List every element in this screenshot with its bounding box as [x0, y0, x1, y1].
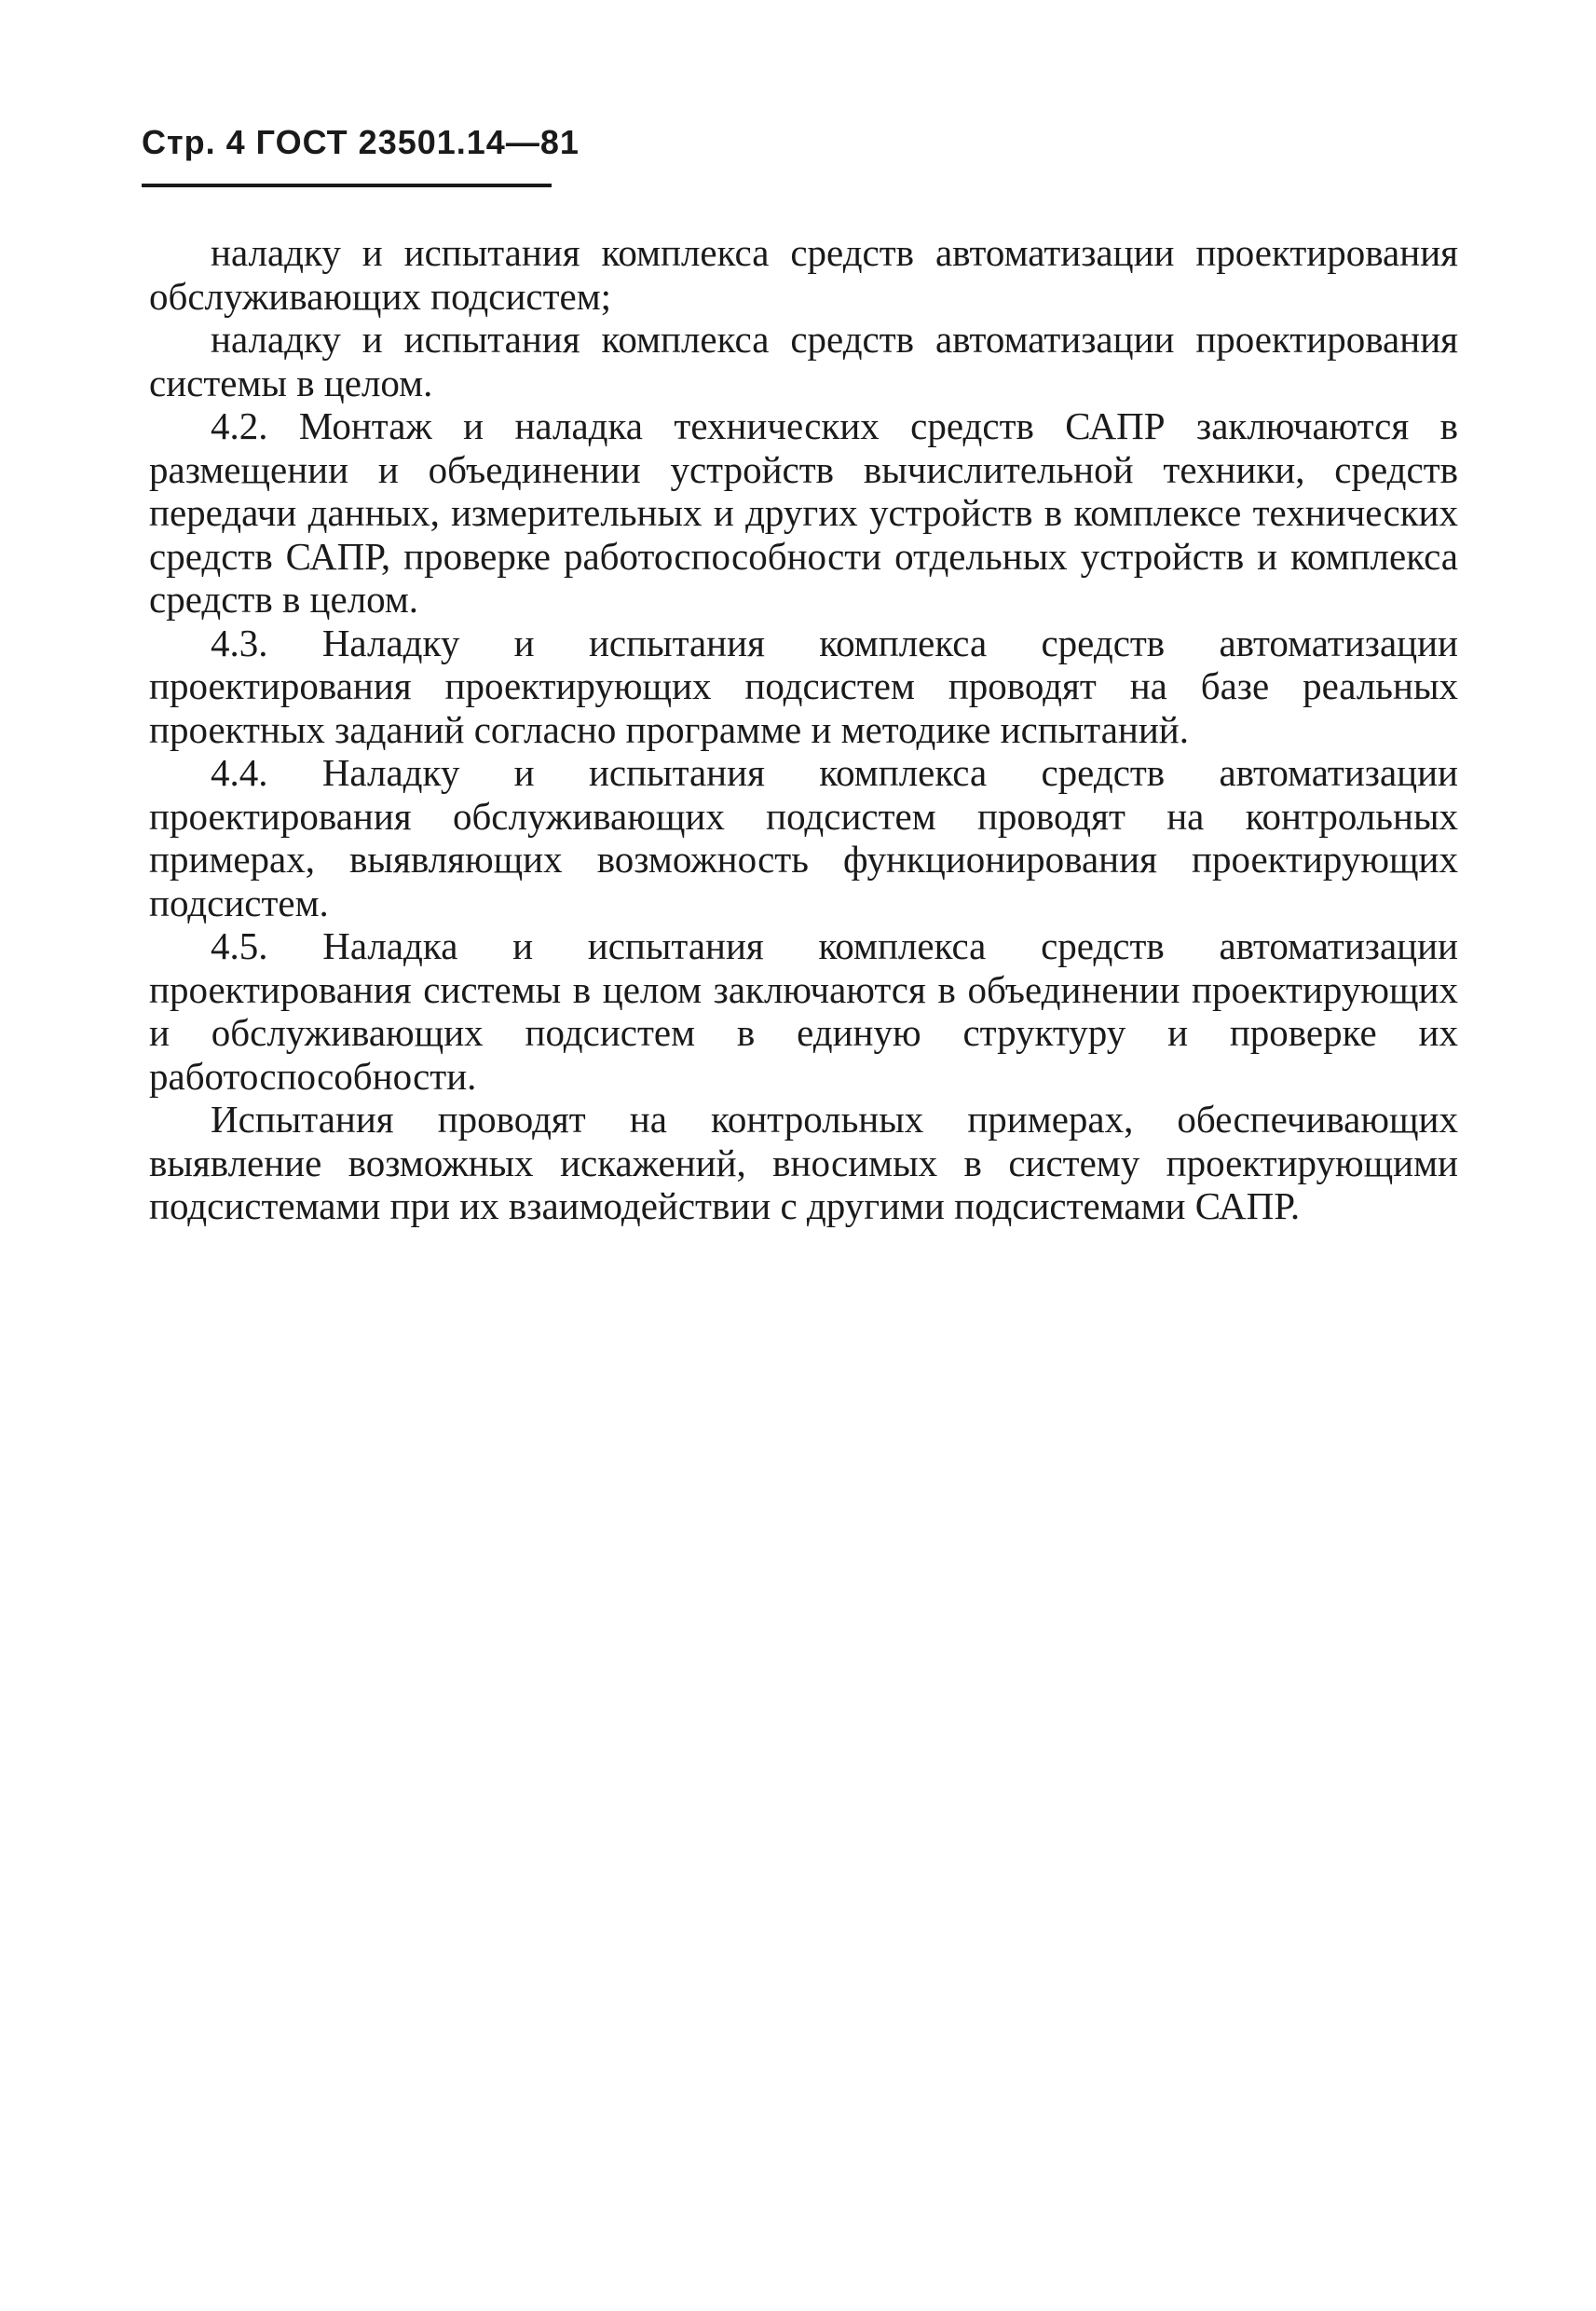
paragraph-testing: Испытания проводят на контрольных примерах, обеспечивающих выявление возможных искажений, вносимых в систему проектирующими подсистемами при их взаимодействии с другими подсистемами САПР.: [149, 1098, 1458, 1227]
paragraph-4-5: 4.5. Наладка и испытания комплекса средств автоматизации проектирования системы в целом заключаются в объединении проектирующих и обслуживающих подсистем в единую структуру и проверке их работоспособности.: [149, 924, 1458, 1098]
page-header: Стр. 4 ГОСТ 23501.14—81: [142, 123, 580, 161]
paragraph-4-4: 4.4. Наладку и испытания комплекса средств автоматизации проектирования обслуживающих подсистем проводят на контрольных примерах, выявляющих возможность функционирования проектирующих подсистем.: [149, 751, 1458, 924]
paragraph-4-3: 4.3. Наладку и испытания комплекса средств автоматизации проектирования проектирующих подсистем проводят на базе реальных проектных заданий согласно программе и методике испытаний.: [149, 621, 1458, 751]
paragraph-commissioning-service-subsystems: наладку и испытания комплекса средств автоматизации проектирования обслуживающих подсистем;: [149, 231, 1458, 318]
document-body: [149, 231, 1458, 1228]
paragraph-4-2: 4.2. Монтаж и наладка технических средств САПР заключаются в размещении и объединении устройств вычислительной техники, средств передачи данных, измерительных и других устройств в комплексе технических средств САПР, проверке работоспособности отдельных устройств и комплекса средств в целом.: [149, 404, 1458, 621]
header-rule: [142, 184, 552, 187]
paragraph-commissioning-system: наладку и испытания комплекса средств автоматизации проектирования системы в целом.: [149, 318, 1458, 404]
